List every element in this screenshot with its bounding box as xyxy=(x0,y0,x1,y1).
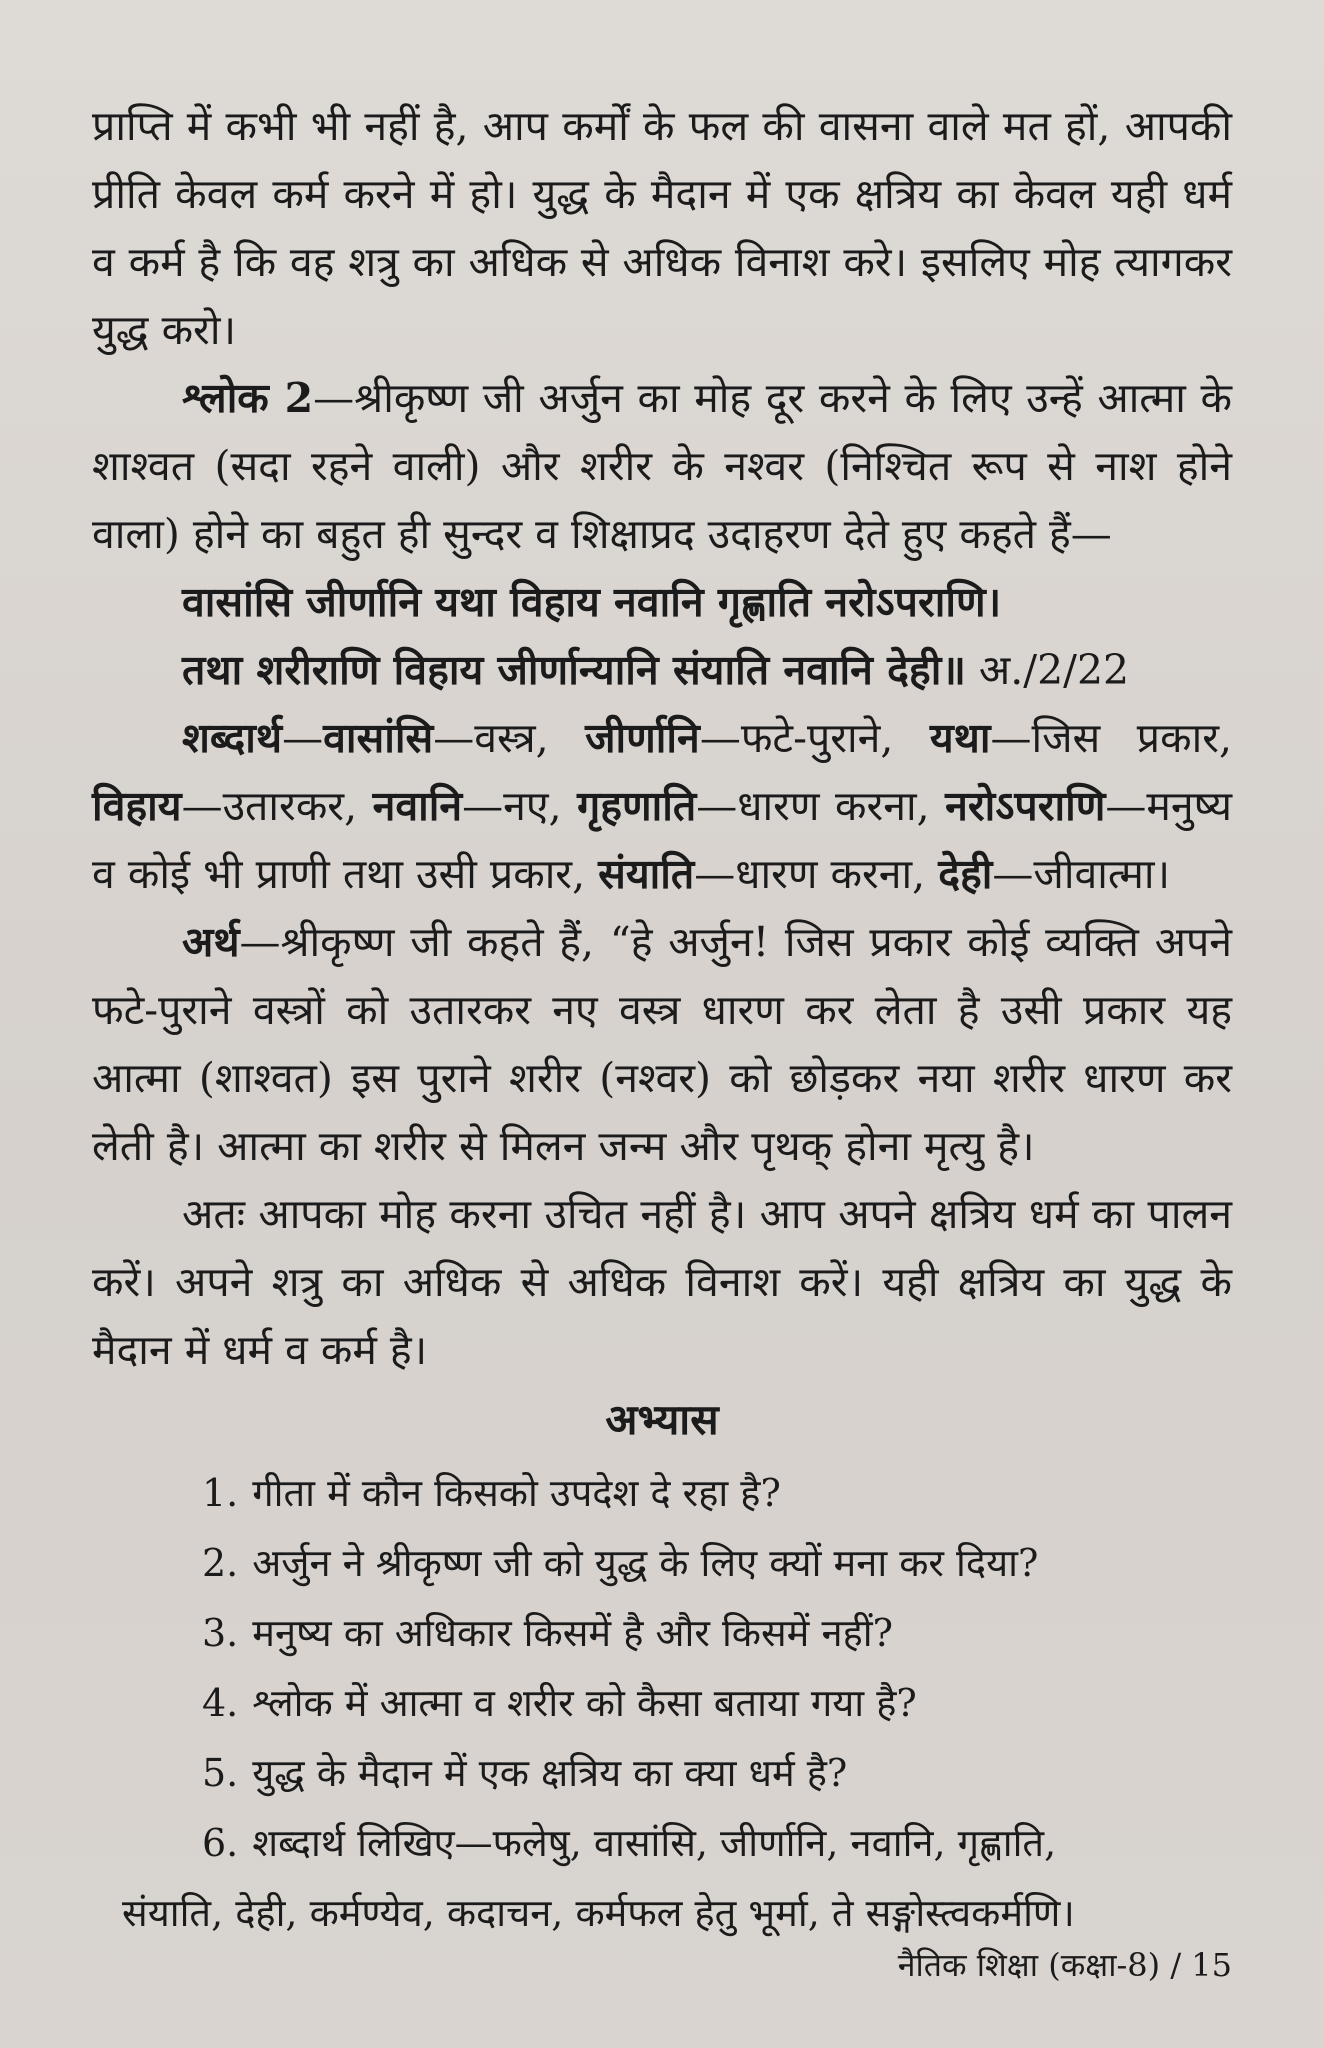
term-3: यथा xyxy=(929,714,991,762)
question-text: अर्जुन ने श्रीकृष्ण जी को युद्ध के लिए क्यों मना कर दिया? xyxy=(252,1541,1039,1585)
question-number: 5. xyxy=(202,1751,239,1795)
meaning-7: —मनुष्य व कोई भी प्राणी तथा उसी प्रकार, xyxy=(92,782,1232,898)
term-2: जीर्णानि xyxy=(585,714,700,762)
meaning-2: —फटे-पुराने, xyxy=(699,714,930,762)
paragraph-meaning xyxy=(92,908,1232,1180)
question-text: गीता में कौन किसको उपदेश दे रहा है? xyxy=(252,1471,781,1515)
term-4: विहाय xyxy=(92,782,182,830)
meaning-3: —जिस प्रकार, xyxy=(990,714,1233,762)
exercise-question xyxy=(92,1458,1232,1528)
meaning-1: —वस्त्र, xyxy=(433,714,586,762)
term-1: वासांसि xyxy=(323,714,434,762)
term-6: गृहणाति xyxy=(577,782,697,830)
exercise-question xyxy=(92,1738,1232,1808)
term-7: नरोऽपराणि xyxy=(945,782,1106,830)
meaning-9: —जीवात्मा। xyxy=(992,850,1171,898)
paragraph-conclusion: अतः आपका मोह करना उचित नहीं है। आप अपने क्षत्रिय धर्म का पालन करें। अपने शत्रु का अधिक से अधिक विनाश करें। यही क्षत्रिय का युद्ध के मैदान में धर्म व कर्म है। xyxy=(92,1190,1232,1374)
question-6-continuation: संयाति, देही, कर्मण्येव, कदाचन, कर्मफल हेतु भूर्मा, ते सङ्गोस्त्वकर्मणि। xyxy=(122,1891,1075,1935)
word-meanings-label: शब्दार्थ xyxy=(182,714,283,762)
exercise-heading: अभ्यास xyxy=(605,1395,719,1444)
question-text: युद्ध के मैदान में एक क्षत्रिय का क्या धर्म है? xyxy=(252,1751,848,1795)
exercise-question xyxy=(92,1808,1232,1878)
meaning-6: —धारण करना, xyxy=(696,782,946,830)
paragraph-shloka-intro xyxy=(92,364,1232,568)
paragraph-word-meanings xyxy=(92,704,1232,908)
question-number: 4. xyxy=(202,1681,239,1725)
meaning-5: —नए, xyxy=(462,782,578,830)
page-footer: नैतिक शिक्षा (कक्षा-8) / 15 xyxy=(897,1946,1232,1984)
question-number: 1. xyxy=(202,1471,239,1515)
term-9: देही xyxy=(938,850,993,898)
question-text: शब्दार्थ लिखिए—फलेषु, वासांसि, जीर्णानि, नवानि, गृह्णाति, xyxy=(252,1821,1057,1865)
question-text: मनुष्य का अधिकार किसमें है और किसमें नहीं? xyxy=(252,1611,893,1655)
word-meanings-dash: — xyxy=(282,714,324,762)
shloka-line-2-text: तथा शरीराणि विहाय जीर्णान्यानि संयाति नवानि देही॥ xyxy=(182,646,966,694)
shloka-line-2 xyxy=(92,636,1232,704)
meaning-label: अर्थ xyxy=(182,918,240,966)
shloka-intro-text: —श्रीकृष्ण जी अर्जुन का मोह दूर करने के लिए उन्हें आत्मा के शाश्वत (सदा रहने वाली) और शरीर के नश्वर (निश्चित रूप से नाश होने वाला) होने का बहुत ही सुन्दर व शिक्षाप्रद उदाहरण देते हुए कहते हैं— xyxy=(92,374,1232,558)
shloka-line-1: वासांसि जीर्णानि यथा विहाय नवानि गृह्णाति नरोऽपराणि। xyxy=(182,578,1002,626)
paragraph-intro: प्राप्ति में कभी भी नहीं है, आप कर्मों के फल की वासना वाले मत हों, आपकी प्रीति केवल कर्म करने में हो। युद्ध के मैदान में एक क्षत्रिय का केवल यही धर्म व कर्म है कि वह शत्रु का अधिक से अधिक विनाश करे। इसलिए मोह त्यागकर युद्ध करो। xyxy=(92,102,1232,354)
meaning-text: —श्रीकृष्ण जी कहते हैं, “हे अर्जुन! जिस प्रकार कोई व्यक्ति अपने फटे-पुराने वस्त्रों को उतारकर नए वस्त्र धारण कर लेता है उसी प्रकार यह आत्मा (शाश्वत) इस पुराने शरीर (नश्वर) को छोड़कर नया शरीर धारण कर लेती है। आत्मा का शरीर से मिलन जन्म और पृथक् होना मृत्यु है। xyxy=(92,918,1232,1170)
term-5: नवानि xyxy=(372,782,463,830)
term-8: संयाति xyxy=(598,850,695,898)
meaning-8: —धारण करना, xyxy=(694,850,939,898)
question-number: 6. xyxy=(202,1821,239,1865)
question-number: 2. xyxy=(202,1541,239,1585)
exercise-question-list xyxy=(92,1458,1232,1878)
shloka-label: श्लोक 2 xyxy=(182,374,314,422)
exercise-question xyxy=(92,1668,1232,1738)
question-text: श्लोक में आत्मा व शरीर को कैसा बताया गया है? xyxy=(252,1681,917,1725)
exercise-question xyxy=(92,1598,1232,1668)
shloka-reference: अ./2/22 xyxy=(965,646,1130,694)
meaning-4: —उतारकर, xyxy=(181,782,373,830)
exercise-question xyxy=(92,1528,1232,1598)
question-number: 3. xyxy=(202,1611,239,1655)
